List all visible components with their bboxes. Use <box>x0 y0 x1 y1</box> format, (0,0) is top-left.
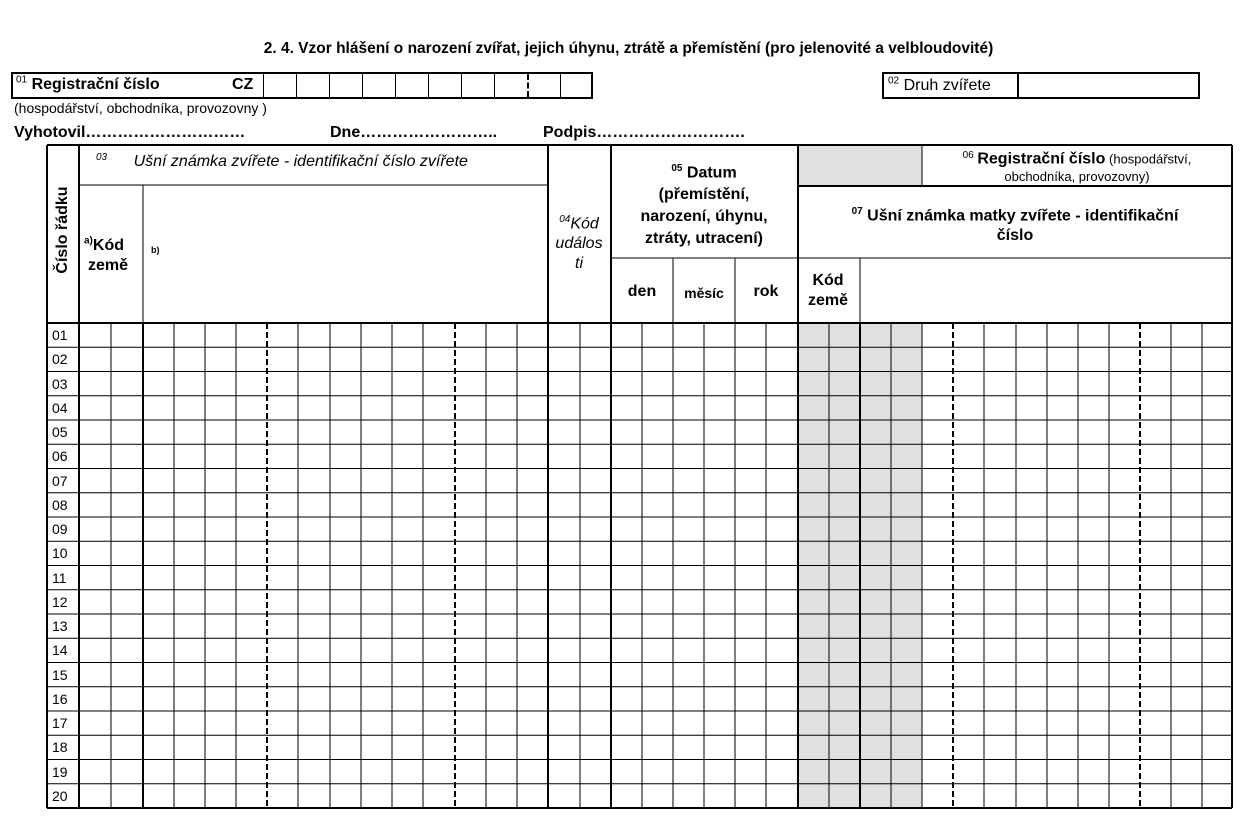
row-number: 06 <box>52 448 68 465</box>
c04-label-1: Kód <box>570 215 599 233</box>
c04-sup: 04 <box>559 214 571 225</box>
row-number: 16 <box>52 690 68 707</box>
row-number: 02 <box>52 351 68 368</box>
row-number: 03 <box>52 375 68 392</box>
page-title: 2. 4. Vzor hlášení o narození zvířat, jejich úhynu, ztrátě a přemístění (pro jelenovité a velbloudovité) <box>263 40 994 57</box>
c03-label: Ušní známka zvířete - identifikační číslo zvířete <box>133 153 468 171</box>
c04-label-3: ti <box>575 255 583 273</box>
c07-kod-1: Kód <box>812 272 844 289</box>
c05-label-4: ztráty, utracení) <box>645 230 763 248</box>
row-number: 15 <box>52 666 68 683</box>
c05-sup: 05 <box>671 163 683 174</box>
date-field[interactable]: Dne…………………….. <box>330 124 498 141</box>
c07-label-1: Ušní známka matky zvířete - identifikační <box>867 207 1179 225</box>
row-number: 19 <box>52 763 68 780</box>
row-number: 17 <box>52 715 68 731</box>
c05-label-2: (přemístění, <box>658 186 750 204</box>
c06-label: Registrační číslo <box>977 150 1106 168</box>
c03a-label-2: země <box>88 257 129 274</box>
c05-label-3: narození, úhynu, <box>640 208 768 226</box>
vyhotovil-field[interactable]: Vyhotovil………………………… <box>14 124 246 141</box>
c06-sup: 06 <box>962 150 974 161</box>
row-number: 10 <box>52 545 68 562</box>
row-number: 05 <box>52 424 68 440</box>
row-number: 09 <box>52 521 68 537</box>
c07-sup: 07 <box>851 206 863 217</box>
shaded-header-cell <box>798 145 922 186</box>
reg-label: Registrační číslo <box>31 76 160 93</box>
druh-label: Druh zvířete <box>903 77 991 94</box>
c03a-sup: a) <box>84 235 93 247</box>
reg-cz: CZ <box>232 76 254 93</box>
signature-field[interactable]: Podpis………………………. <box>543 124 745 141</box>
reg-note: (hospodářství, obchodníka, provozovny ) <box>14 100 267 116</box>
c03b-label: b) <box>151 245 160 255</box>
row-number: 14 <box>52 642 68 659</box>
c05-mesic: měsíc <box>684 285 724 301</box>
reg-sup: 01 <box>16 74 28 86</box>
c04-label-2: událos <box>555 235 603 253</box>
c05-den: den <box>627 283 657 300</box>
row-number: 11 <box>52 569 67 586</box>
row-number: 12 <box>52 593 68 610</box>
c07-label-2: číslo <box>996 227 1034 245</box>
row-number: 13 <box>52 618 68 634</box>
col-row-number-header: Číslo řádku <box>54 186 71 274</box>
druh-sup: 02 <box>888 75 900 87</box>
row-number: 18 <box>52 739 68 756</box>
c05-label-1: Datum <box>686 164 737 182</box>
c03a-label-1: Kód <box>92 237 125 254</box>
row-number: 20 <box>52 787 68 804</box>
row-number: 01 <box>52 327 68 343</box>
c05-rok: rok <box>753 283 779 300</box>
row-number: 08 <box>52 496 68 513</box>
row-number: 07 <box>52 472 68 489</box>
c03-sup: 03 <box>96 152 108 163</box>
c06-note-2: obchodníka, provozovny) <box>1004 169 1150 185</box>
c07-kod-2: země <box>807 292 849 309</box>
row-number: 04 <box>52 399 68 416</box>
c06-note-1: (hospodářství, <box>1109 151 1192 167</box>
